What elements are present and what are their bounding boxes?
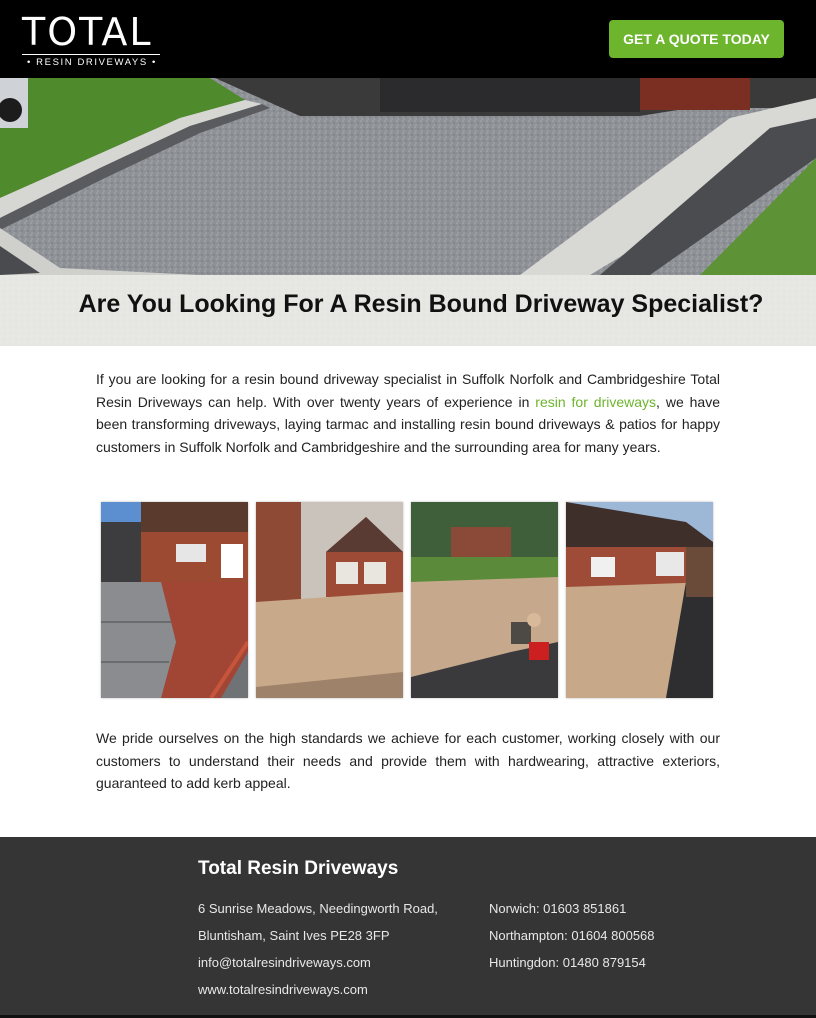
site-footer: [0, 837, 816, 1018]
driveway-photo-3[interactable]: [411, 502, 558, 698]
footer-company-name: Total Resin Driveways: [198, 858, 399, 879]
footer-phone-huntingdon[interactable]: Huntingdon: 01480 879154: [489, 955, 646, 970]
intro-text-end: , we have been transforming driveways, laying tarmac and installing resin bound driveways & patios for happy customers in Suffolk Norfolk and Cambridgeshire and the surrounding area for many years.: [96, 393, 720, 455]
logo[interactable]: [22, 12, 162, 68]
footer-address-line2: Bluntisham, Saint Ives PE28 3FP: [198, 928, 390, 943]
driveway-photo-2[interactable]: [256, 502, 403, 698]
logo-tagline: • RESIN DRIVEWAYS •: [27, 57, 157, 68]
logo-wordmark: TOTAL: [22, 10, 153, 54]
logo-divider: [22, 54, 160, 55]
footer-phone-norwich[interactable]: Norwich: 01603 851861: [489, 901, 627, 916]
driveway-photo-4[interactable]: [566, 502, 713, 698]
page-title: Are You Looking For A Resin Bound Driveway Specialist?: [78, 290, 764, 318]
footer-phones-column: [489, 895, 655, 976]
outro-paragraph: We pride ourselves on the high standards we achieve for each customer, working closely with our customers to understand their needs and provide them with hardwearing, attractive exteriors, guaranteed to add kerb appeal.: [96, 730, 720, 791]
intro-text-start: If you are looking for a resin bound driveway specialist in Suffolk Norfolk and Cambridgeshire Total Resin Driveways can help. With over twenty years of experience in: [96, 371, 720, 410]
footer-address-line1: 6 Sunrise Meadows, Needingworth Road,: [198, 901, 438, 916]
project-gallery: [101, 502, 713, 698]
driveway-photo-1[interactable]: [101, 502, 248, 698]
footer-website-link[interactable]: www.totalresindriveways.com: [198, 982, 368, 997]
footer-email-link[interactable]: info@totalresindriveways.com: [198, 955, 371, 970]
get-quote-button[interactable]: GET A QUOTE TODAY: [609, 20, 784, 58]
footer-contact-column: [198, 895, 438, 1003]
site-header: [0, 0, 816, 78]
intro-paragraph: [96, 368, 720, 458]
footer-phone-northampton[interactable]: Northampton: 01604 800568: [489, 928, 655, 943]
hero-banner: [0, 78, 816, 346]
resin-for-driveways-link[interactable]: resin for driveways: [535, 393, 657, 410]
